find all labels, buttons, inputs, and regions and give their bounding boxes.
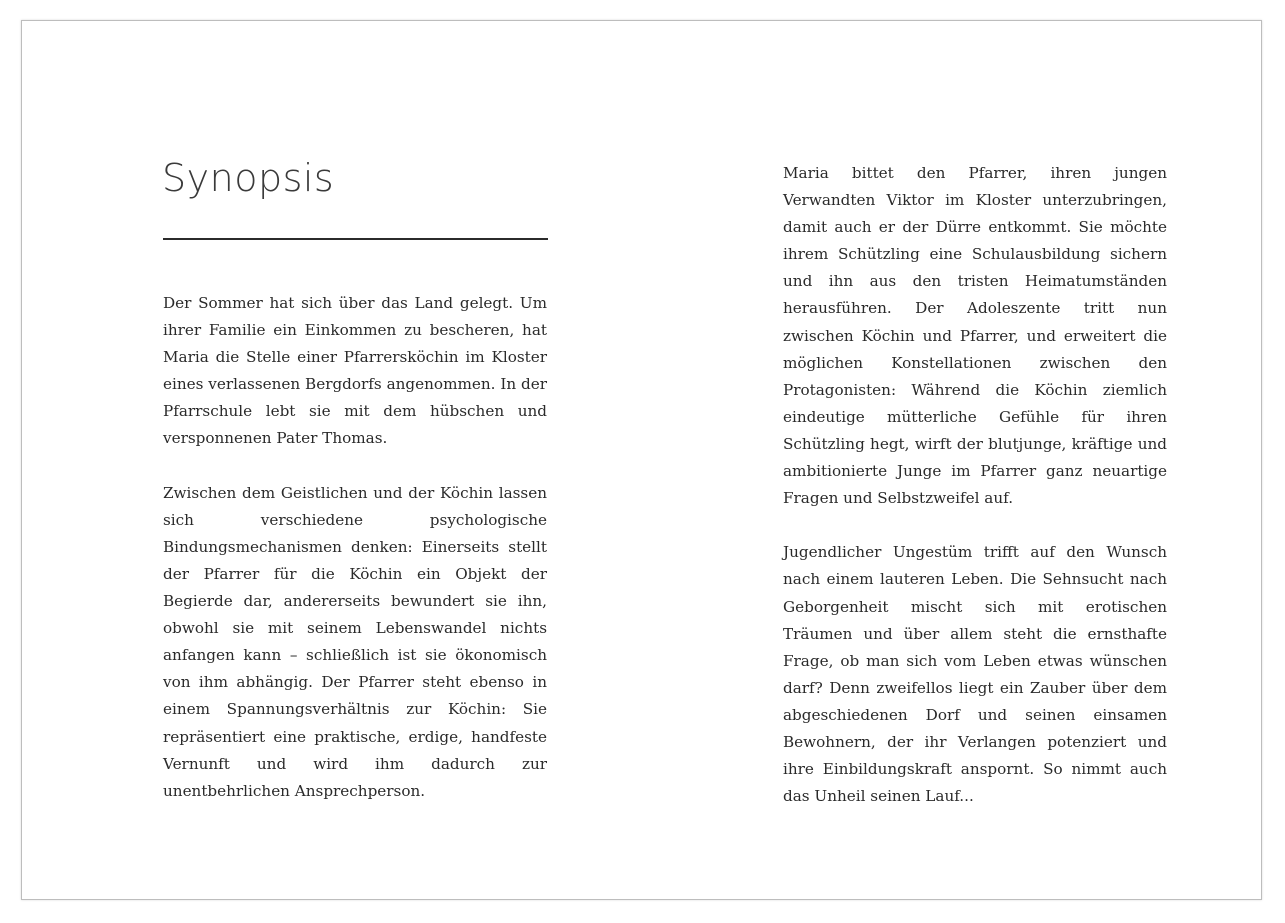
paragraph: Jugendlicher Ungestüm trifft auf den Wunsch nach einem lauteren Leben. Die Sehnsucht nach Geborgenheit mischt sich mit erotischen Träumen und über allem steht die ernsthafte Frage, ob man sich vom Leben etwas wünschen darf? Denn zweifellos liegt ein Zauber über dem abgeschiedenen Dorf und seinen einsamen Bewohnern, der ihr Verlangen potenziert und ihre Einbildungskraft anspornt. So nimmt auch das Unheil seinen Lauf... (783, 543, 1167, 806)
page-title: Synopsis (162, 156, 335, 200)
document-page (21, 20, 1262, 900)
title-divider (163, 238, 548, 240)
right-column (783, 160, 1167, 837)
left-column (163, 290, 547, 832)
paragraph: Der Sommer hat sich über das Land gelegt. Um ihrer Familie ein Einkommen zu bescheren, hat Maria die Stelle einer Pfarrersköchin im Kloster eines verlassenen Bergdorfs angenommen. In der Pfarrschule lebt sie mit dem hübschen und versponnenen Pater Thomas. (163, 294, 547, 448)
paragraph: Maria bittet den Pfarrer, ihren jungen Verwandten Viktor im Kloster unterzubringen, damit auch er der Dürre entkommt. Sie möchte ihrem Schützling eine Schulausbildung sichern und ihn aus den tristen Heimatumständen herausführen. Der Adoleszente tritt nun zwischen Köchin und Pfarrer, und erweitert die möglichen Konstellationen zwischen den Protagonisten: Während die Köchin ziemlich eindeutige mütterliche Gefühle für ihren Schützling hegt, wirft der blutjunge, kräftige und ambitionierte Junge im Pfarrer ganz neuartige Fragen und Selbstzweifel auf. (783, 164, 1167, 508)
paragraph: Zwischen dem Geistlichen und der Köchin lassen sich verschiedene psychologische Bindungsmechanismen denken: Einerseits stellt der Pfarrer für die Köchin ein Objekt der Begierde dar, andererseits bewundert sie ihn, obwohl sie mit seinem Lebenswandel nichts anfangen kann – schließlich ist sie ökonomisch von ihm abhängig. Der Pfarrer steht ebenso in einem Spannungsverhältnis zur Köchin: Sie repräsentiert eine praktische, erdige, handfeste Vernunft und wird ihm dadurch zur unentbehrlichen Ansprechperson. (163, 483, 547, 800)
